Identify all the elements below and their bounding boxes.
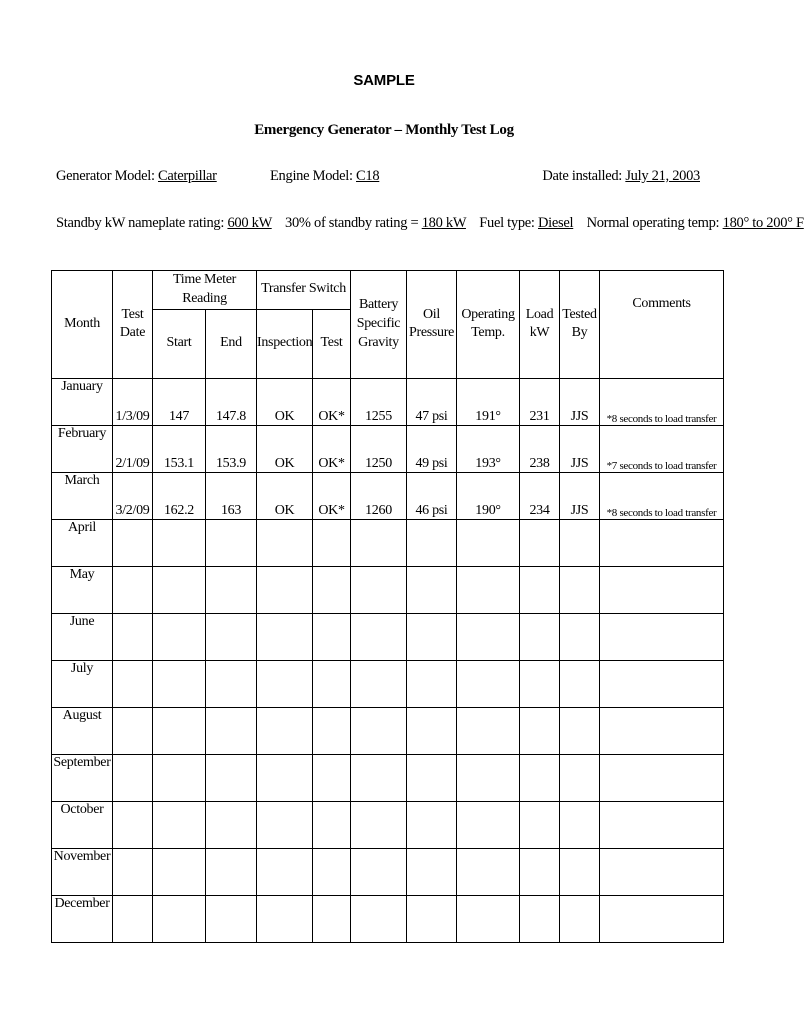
oil-pressure-cell: 49 psi — [407, 425, 457, 472]
thirty-percent-value: 180 kW — [421, 215, 466, 231]
battery-cell — [351, 801, 407, 848]
normal-temp-label: Normal operating temp: — [586, 215, 720, 231]
month-cell: October — [52, 801, 113, 848]
tested-by-cell: JJS — [560, 472, 600, 519]
battery-cell — [351, 707, 407, 754]
rating-line — [56, 215, 804, 232]
comments-cell — [600, 848, 724, 895]
load-cell — [520, 707, 560, 754]
test-date-cell: 2/1/09 — [113, 425, 153, 472]
operating-temp-cell — [457, 848, 520, 895]
header-transfer-switch: Transfer Switch — [257, 271, 351, 310]
operating-temp-cell — [457, 613, 520, 660]
document-title: Emergency Generator – Monthly Test Log — [254, 122, 514, 138]
end-cell: 147.8 — [206, 378, 257, 425]
sample-label: SAMPLE — [353, 72, 415, 89]
operating-temp-cell — [457, 566, 520, 613]
generator-model-value: Caterpillar — [158, 168, 217, 184]
end-cell — [206, 895, 257, 942]
inspection-cell: OK — [257, 425, 313, 472]
standby-value: 600 kW — [227, 215, 272, 231]
end-cell — [206, 707, 257, 754]
end-cell — [206, 519, 257, 566]
generator-model-line — [56, 168, 217, 185]
start-cell — [153, 754, 206, 801]
engine-model-line — [270, 168, 379, 185]
date-installed-label: Date installed: — [542, 168, 623, 184]
generator-model-label: Generator Model: — [56, 168, 155, 184]
test-cell: OK* — [313, 378, 351, 425]
table-row — [52, 425, 724, 472]
oil-pressure-cell — [407, 895, 457, 942]
month-cell: September — [52, 754, 113, 801]
end-cell — [206, 566, 257, 613]
test-cell — [313, 707, 351, 754]
oil-pressure-cell — [407, 801, 457, 848]
inspection-cell — [257, 519, 313, 566]
comments-cell — [600, 707, 724, 754]
end-cell: 163 — [206, 472, 257, 519]
month-cell: June — [52, 613, 113, 660]
end-cell — [206, 848, 257, 895]
date-installed-value: July 21, 2003 — [625, 168, 700, 184]
inspection-cell — [257, 613, 313, 660]
load-cell: 231 — [520, 378, 560, 425]
tested-by-cell — [560, 707, 600, 754]
operating-temp-cell — [457, 895, 520, 942]
standby-label: Standby kW nameplate rating: — [56, 215, 225, 231]
battery-cell — [351, 566, 407, 613]
operating-temp-cell — [457, 660, 520, 707]
battery-cell: 1255 — [351, 378, 407, 425]
operating-temp-cell — [457, 754, 520, 801]
month-cell: November — [52, 848, 113, 895]
header-comments: Comments — [600, 271, 724, 379]
table-row — [52, 754, 724, 801]
operating-temp-cell: 193° — [457, 425, 520, 472]
battery-cell — [351, 519, 407, 566]
end-cell — [206, 801, 257, 848]
inspection-cell — [257, 660, 313, 707]
header-inspection: Inspection — [257, 309, 313, 378]
test-date-cell — [113, 895, 153, 942]
comments-cell — [600, 801, 724, 848]
start-cell — [153, 848, 206, 895]
operating-temp-cell — [457, 801, 520, 848]
inspection-cell — [257, 754, 313, 801]
battery-cell — [351, 660, 407, 707]
load-cell — [520, 613, 560, 660]
header-load: Load kW — [520, 271, 560, 379]
tested-by-cell — [560, 754, 600, 801]
fuel-type-value: Diesel — [538, 215, 574, 231]
start-cell: 162.2 — [153, 472, 206, 519]
test-cell — [313, 848, 351, 895]
month-cell: July — [52, 660, 113, 707]
oil-pressure-cell — [407, 848, 457, 895]
oil-pressure-cell: 46 psi — [407, 472, 457, 519]
test-date-cell: 1/3/09 — [113, 378, 153, 425]
month-cell: February — [52, 425, 113, 472]
engine-model-label: Engine Model: — [270, 168, 353, 184]
battery-cell — [351, 754, 407, 801]
fuel-type-label: Fuel type: — [479, 215, 535, 231]
header-month: Month — [52, 271, 113, 379]
engine-model-value: C18 — [356, 168, 380, 184]
month-cell: December — [52, 895, 113, 942]
inspection-cell — [257, 801, 313, 848]
load-cell — [520, 754, 560, 801]
start-cell — [153, 566, 206, 613]
load-cell — [520, 895, 560, 942]
header-row-top — [52, 271, 724, 310]
table-row — [52, 848, 724, 895]
start-cell — [153, 801, 206, 848]
header-start: Start — [153, 309, 206, 378]
test-cell — [313, 566, 351, 613]
battery-cell — [351, 613, 407, 660]
oil-pressure-cell — [407, 519, 457, 566]
tested-by-cell — [560, 848, 600, 895]
test-date-cell — [113, 519, 153, 566]
load-cell — [520, 660, 560, 707]
test-date-cell — [113, 566, 153, 613]
comments-cell — [600, 660, 724, 707]
oil-pressure-cell — [407, 707, 457, 754]
header-tested-by: Tested By — [560, 271, 600, 379]
tested-by-cell: JJS — [560, 425, 600, 472]
battery-cell: 1260 — [351, 472, 407, 519]
tested-by-cell — [560, 660, 600, 707]
comments-cell — [600, 519, 724, 566]
test-date-cell — [113, 801, 153, 848]
test-date-cell: 3/2/09 — [113, 472, 153, 519]
tested-by-cell — [560, 801, 600, 848]
table-body — [52, 378, 724, 942]
test-cell — [313, 660, 351, 707]
test-cell — [313, 613, 351, 660]
start-cell — [153, 660, 206, 707]
test-cell — [313, 801, 351, 848]
tested-by-cell — [560, 519, 600, 566]
test-date-cell — [113, 613, 153, 660]
start-cell: 147 — [153, 378, 206, 425]
battery-cell — [351, 848, 407, 895]
comments-cell: *7 seconds to load transfer — [600, 425, 724, 472]
operating-temp-cell: 190° — [457, 472, 520, 519]
comments-cell: *8 seconds to load transfer — [600, 378, 724, 425]
oil-pressure-cell — [407, 660, 457, 707]
end-cell — [206, 660, 257, 707]
oil-pressure-cell — [407, 754, 457, 801]
oil-pressure-cell — [407, 566, 457, 613]
table-row — [52, 895, 724, 942]
inspection-cell — [257, 707, 313, 754]
load-cell: 238 — [520, 425, 560, 472]
start-cell — [153, 895, 206, 942]
comments-cell: *8 seconds to load transfer — [600, 472, 724, 519]
table-row — [52, 707, 724, 754]
inspection-cell: OK — [257, 472, 313, 519]
test-date-cell — [113, 660, 153, 707]
comments-cell — [600, 754, 724, 801]
test-date-cell — [113, 754, 153, 801]
header-test: Test — [313, 309, 351, 378]
inspection-cell — [257, 848, 313, 895]
inspection-cell — [257, 566, 313, 613]
normal-temp-value: 180° to 200° F — [722, 215, 804, 231]
oil-pressure-cell: 47 psi — [407, 378, 457, 425]
operating-temp-cell: 191° — [457, 378, 520, 425]
table-row — [52, 660, 724, 707]
test-cell: OK* — [313, 472, 351, 519]
tested-by-cell: JJS — [560, 378, 600, 425]
battery-cell — [351, 895, 407, 942]
end-cell — [206, 613, 257, 660]
table-row — [52, 566, 724, 613]
comments-cell — [600, 895, 724, 942]
test-cell — [313, 895, 351, 942]
test-cell — [313, 519, 351, 566]
tested-by-cell — [560, 613, 600, 660]
start-cell — [153, 707, 206, 754]
month-cell: May — [52, 566, 113, 613]
header-operating-temp: Operating Temp. — [457, 271, 520, 379]
header-battery: Battery Specific Gravity — [351, 271, 407, 379]
table-row — [52, 613, 724, 660]
oil-pressure-cell — [407, 613, 457, 660]
load-cell — [520, 519, 560, 566]
start-cell: 153.1 — [153, 425, 206, 472]
test-log-table — [51, 270, 724, 943]
month-cell: March — [52, 472, 113, 519]
table-row — [52, 378, 724, 425]
header-time-meter: Time Meter Reading — [153, 271, 257, 310]
month-cell: January — [52, 378, 113, 425]
test-date-cell — [113, 848, 153, 895]
date-installed-line — [542, 168, 700, 185]
table-row — [52, 801, 724, 848]
month-cell: August — [52, 707, 113, 754]
thirty-percent-label: 30% of standby rating = — [285, 215, 419, 231]
comments-cell — [600, 566, 724, 613]
battery-cell: 1250 — [351, 425, 407, 472]
load-cell — [520, 801, 560, 848]
inspection-cell: OK — [257, 378, 313, 425]
operating-temp-cell — [457, 519, 520, 566]
comments-cell — [600, 613, 724, 660]
test-date-cell — [113, 707, 153, 754]
month-cell: April — [52, 519, 113, 566]
start-cell — [153, 519, 206, 566]
tested-by-cell — [560, 566, 600, 613]
load-cell — [520, 848, 560, 895]
end-cell: 153.9 — [206, 425, 257, 472]
header-end: End — [206, 309, 257, 378]
load-cell: 234 — [520, 472, 560, 519]
tested-by-cell — [560, 895, 600, 942]
header-oil-pressure: Oil Pressure — [407, 271, 457, 379]
test-cell: OK* — [313, 425, 351, 472]
test-cell — [313, 754, 351, 801]
load-cell — [520, 566, 560, 613]
operating-temp-cell — [457, 707, 520, 754]
inspection-cell — [257, 895, 313, 942]
header-test-date: Test Date — [113, 271, 153, 379]
table-row — [52, 519, 724, 566]
table-row — [52, 472, 724, 519]
end-cell — [206, 754, 257, 801]
start-cell — [153, 613, 206, 660]
